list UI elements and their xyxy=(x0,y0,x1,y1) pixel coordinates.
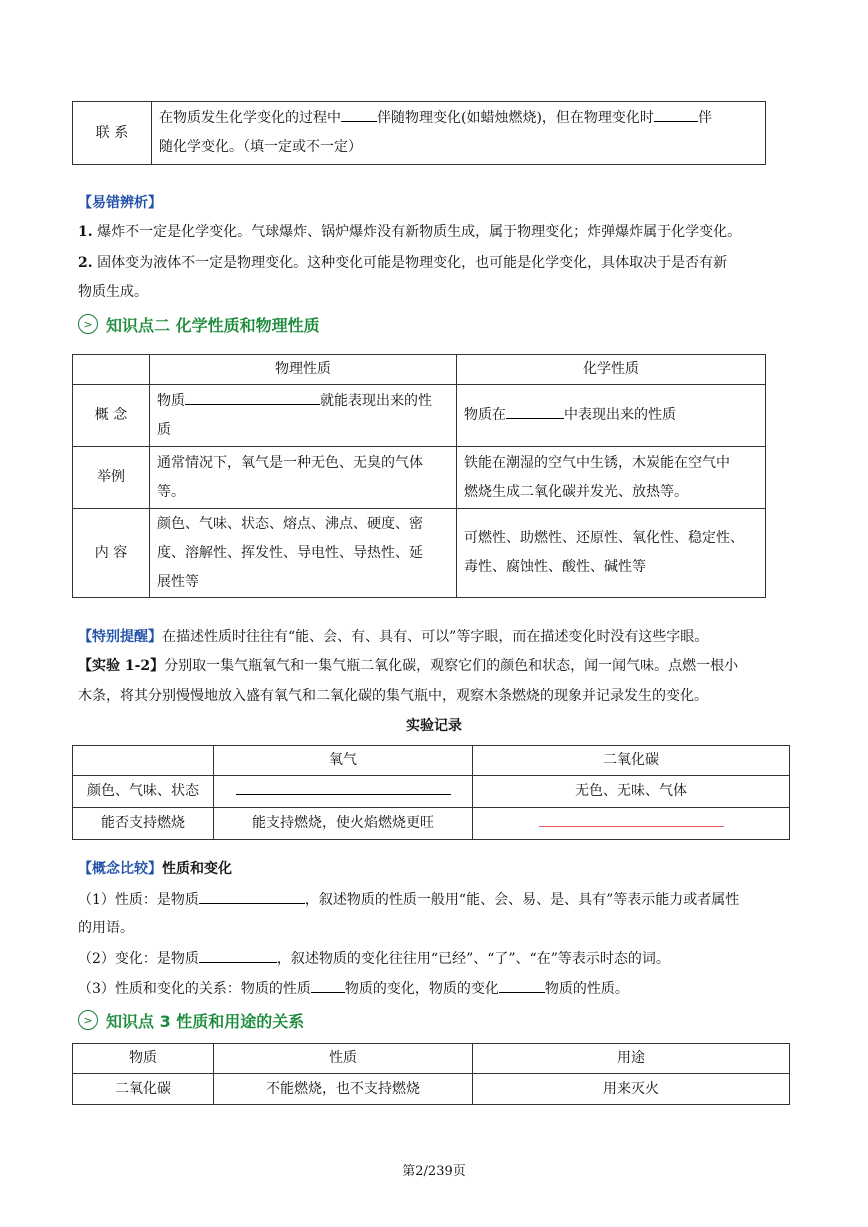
experiment-paragraph xyxy=(78,656,738,676)
error-item-2-cont: 物质生成。 xyxy=(78,284,148,300)
props-row-concept: 概 念 xyxy=(73,385,150,447)
props-row-example: 举例 xyxy=(73,447,150,509)
blank-field[interactable] xyxy=(499,978,545,993)
record-title: 实验记录 xyxy=(406,718,462,734)
props-header-physical: 物理性质 xyxy=(150,355,457,385)
error-item-1-text: 爆炸不一定是化学变化。气球爆炸、锅炉爆炸没有新物质生成，属于物理变化；炸弹爆炸属于化学变化。 xyxy=(97,224,742,240)
record-row-2-label: 能否支持燃烧 xyxy=(73,808,214,840)
use-table xyxy=(72,1043,790,1105)
props-concept-chemical xyxy=(457,385,766,447)
example-phys-b: 等。 xyxy=(157,483,185,500)
compare-p3-c: 物质的性质。 xyxy=(544,981,629,997)
blank-field[interactable] xyxy=(506,404,564,419)
content-chem-b: 毒性、腐蚀性、酸性、碱性等 xyxy=(464,559,646,575)
record-row-2-oxygen: 能支持燃烧，使火焰燃烧更旺 xyxy=(214,808,473,840)
experiment-record-table xyxy=(72,745,790,840)
blank-field[interactable] xyxy=(341,107,377,122)
props-header-chemical: 化学性质 xyxy=(457,355,766,385)
error-item-1 xyxy=(78,222,741,242)
example-chem-b: 燃烧生成二氧化碳并发光、放热等。 xyxy=(464,483,688,500)
compare-heading: 【概念比较】 xyxy=(78,861,162,877)
reminder-heading: 【特别提醒】 xyxy=(78,629,162,645)
reminder-paragraph xyxy=(78,627,708,647)
props-header-empty xyxy=(73,355,150,385)
error-item-2-text-a: 固体变为液体不一定是物理变化。这种变化可能是物理变化，也可能是化学变化，具体取决于是否有新 xyxy=(97,255,728,271)
blank-field[interactable] xyxy=(311,978,345,993)
section-heading-3 xyxy=(78,1008,304,1032)
concept-phys-c: 质 xyxy=(157,421,171,438)
page-number: 第2/239页 xyxy=(402,1164,466,1179)
compare-p3 xyxy=(78,978,629,999)
blank-field[interactable] xyxy=(199,948,277,963)
content-phys-c: 展性等 xyxy=(157,573,199,590)
props-example-physical xyxy=(150,447,457,509)
compare-p1-a: （1）性质：是物质 xyxy=(78,892,199,908)
error-item-2-num: 2. xyxy=(78,255,93,271)
arrow-circle-icon: > xyxy=(78,314,98,334)
record-header-co2: 二氧化碳 xyxy=(473,746,790,776)
props-concept-physical xyxy=(150,385,457,447)
compare-p2-b: ，叙述物质的变化往往用“已经”、“了”、“在”等表示时态的词。 xyxy=(276,951,670,967)
relation-text xyxy=(152,102,766,165)
use-header-use: 用途 xyxy=(473,1044,790,1074)
relation-text-2: 随化学变化。（填一定或不一定） xyxy=(159,139,362,155)
props-content-physical xyxy=(150,509,457,598)
compare-p1-c: 的用语。 xyxy=(78,920,134,936)
blank-field[interactable] xyxy=(236,780,451,795)
props-example-chemical xyxy=(457,447,766,509)
blank-field[interactable] xyxy=(199,889,305,904)
concept-phys-b: 就能表现出来的性 xyxy=(320,392,432,409)
compare-p1 xyxy=(78,889,739,910)
blank-field[interactable] xyxy=(185,390,320,405)
compare-p3-a: （3）性质和变化的关系：物质的性质 xyxy=(78,981,311,997)
use-row-1-substance: 二氧化碳 xyxy=(73,1074,214,1105)
record-row-1-oxygen xyxy=(214,776,473,808)
concept-phys-a: 物质 xyxy=(157,392,185,409)
relation-text-1a: 在物质发生化学变化的过程中 xyxy=(159,110,341,126)
props-row-content: 内 容 xyxy=(73,509,150,598)
use-row-1-use: 用来灭火 xyxy=(473,1074,790,1105)
compare-p2-a: （2）变化：是物质 xyxy=(78,951,199,967)
concept-chem-a: 物质在 xyxy=(464,407,506,423)
record-header-empty xyxy=(73,746,214,776)
errors-heading: 【易错辨析】 xyxy=(78,195,162,211)
relation-text-1b: 伴随物理变化(如蜡烛燃烧)，但在物理变化时 xyxy=(377,110,654,126)
record-row-2-co2 xyxy=(473,808,790,840)
experiment-text-a: 分别取一集气瓶氧气和一集气瓶二氧化碳，观察它们的颜色和状态，闻一闻气味。点燃一根小 xyxy=(164,658,739,674)
compare-p3-b: 物质的变化，物质的变化 xyxy=(344,981,499,997)
compare-p1-b: ，叙述物质的性质一般用“能、会、易、是、具有”等表示能力或者属性 xyxy=(304,892,740,908)
relation-label: 联 系 xyxy=(73,102,152,165)
arrow-circle-icon: > xyxy=(78,1010,98,1030)
record-header-oxygen: 氧气 xyxy=(214,746,473,776)
section-heading-2 xyxy=(78,312,320,336)
record-row-1-label: 颜色、气味、状态 xyxy=(73,776,214,808)
content-chem-a: 可燃性、助燃性、还原性、氧化性、稳定性、 xyxy=(464,530,744,546)
example-phys-a: 通常情况下，氧气是一种无色、无臭的气体 xyxy=(157,454,423,471)
blank-field[interactable] xyxy=(654,107,698,122)
experiment-text-b: 木条，将其分别慢慢地放入盛有氧气和二氧化碳的集气瓶中，观察木条燃烧的现象并记录发生的变化。 xyxy=(78,688,708,704)
reminder-text: 在描述性质时往往有“能、会、有、具有、可以”等字眼，而在描述变化时没有这些字眼。 xyxy=(162,629,709,645)
properties-table xyxy=(72,354,766,598)
section-3-title: 知识点 3 性质和用途的关系 xyxy=(106,1011,305,1031)
relation-text-1c: 伴 xyxy=(697,110,712,126)
experiment-heading: 【实验 1-2】 xyxy=(78,658,165,674)
error-item-1-num: 1. xyxy=(78,224,93,240)
record-row-1-co2: 无色、无味、气体 xyxy=(473,776,790,808)
props-content-chemical xyxy=(457,509,766,598)
use-row-1-property: 不能燃烧，也不支持燃烧 xyxy=(214,1074,473,1105)
example-chem-a: 铁能在潮湿的空气中生锈，木炭能在空气中 xyxy=(464,454,730,471)
use-header-substance: 物质 xyxy=(73,1044,214,1074)
use-header-property: 性质 xyxy=(214,1044,473,1074)
relation-table xyxy=(72,101,766,165)
content-phys-b: 度、溶解性、挥发性、导电性、导热性、延 xyxy=(157,544,423,561)
compare-heading-b: 性质和变化 xyxy=(162,861,232,877)
compare-p2 xyxy=(78,948,670,969)
compare-heading-line xyxy=(78,859,232,879)
content-phys-a: 颜色、气味、状态、熔点、沸点、硬度、密 xyxy=(157,515,423,532)
concept-chem-b: 中表现出来的性质 xyxy=(564,407,676,423)
blank-field[interactable] xyxy=(539,812,724,827)
error-item-2 xyxy=(78,253,727,273)
section-2-title: 知识点二 化学性质和物理性质 xyxy=(106,315,320,335)
